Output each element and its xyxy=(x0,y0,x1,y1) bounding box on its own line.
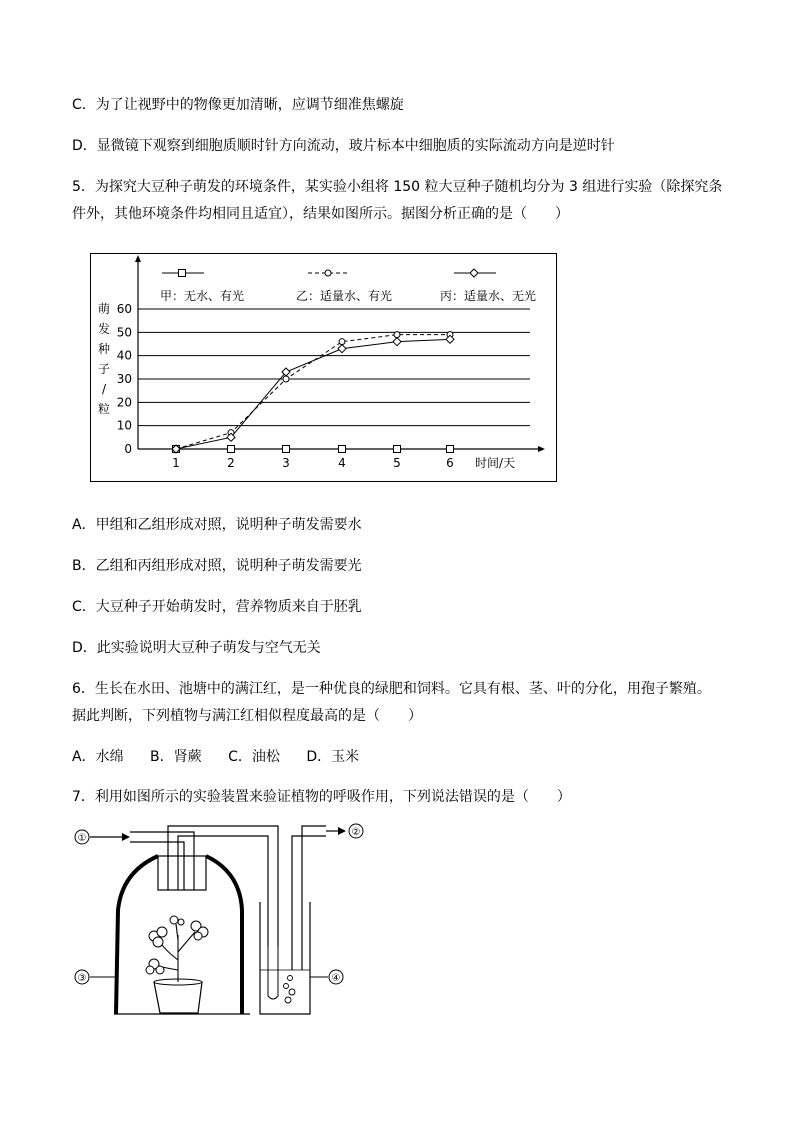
y-axis-label-char: 发 xyxy=(97,322,111,336)
y-tick-label: 30 xyxy=(116,372,132,386)
y-axis-label-char: 种 xyxy=(97,342,111,356)
jar-stopper xyxy=(158,856,206,890)
y-axis-label-char: 粒 xyxy=(97,402,111,416)
label-2: ② xyxy=(351,827,361,838)
label-3: ③ xyxy=(77,973,87,984)
chart-svg xyxy=(90,253,557,482)
q5-option-c: C．大豆种子开始萌发时，营养物质来自于胚乳 xyxy=(72,599,362,615)
q6-option-c: C．油松 xyxy=(228,749,280,765)
germination-chart xyxy=(90,253,557,482)
marker-square xyxy=(447,446,454,453)
q5-option-a: A．甲组和乙组形成对照，说明种子萌发需要水 xyxy=(72,517,362,533)
marker-square xyxy=(228,446,235,453)
label-1: ① xyxy=(77,833,87,844)
x-tick-label: 5 xyxy=(393,456,401,470)
y-tick-label: 50 xyxy=(116,325,132,340)
y-axis-label-char: 子 xyxy=(97,362,111,376)
legend-label: 乙：适量水、有光 xyxy=(296,289,393,303)
marker-square xyxy=(283,446,290,453)
q6-options xyxy=(72,747,381,767)
outlet2-tube-outer xyxy=(302,826,326,970)
legend-label: 丙：适量水、无光 xyxy=(440,289,537,303)
plant-pot xyxy=(154,982,202,1013)
y-tick-label: 60 xyxy=(116,302,132,316)
plant-leaves xyxy=(146,916,208,974)
q5-stem-line2: 件外，其他环境条件均相同且适宜），结果如图所示。据图分析正确的是（ ） xyxy=(72,206,569,222)
x-tick-label: 1 xyxy=(172,456,180,470)
inlet-arrowhead xyxy=(122,833,130,841)
x-axis-label: 时间/天 xyxy=(475,456,516,470)
marker-circle xyxy=(339,339,345,345)
q6-stem-line2: 据此判断，下列植物与满江红相似程度最高的是（ ） xyxy=(72,708,422,724)
marker-square xyxy=(179,270,186,277)
outlet-arrowhead xyxy=(338,827,346,835)
q5-option-b: B．乙组和丙组形成对照，说明种子萌发需要光 xyxy=(72,558,362,574)
apparatus-svg xyxy=(70,820,400,1025)
y-tick-label: 40 xyxy=(116,348,132,363)
q6-option-b: B．肾蕨 xyxy=(150,749,202,765)
q6-option-a: A．水绵 xyxy=(72,749,124,765)
x-tick-label: 6 xyxy=(446,456,454,470)
q6-stem-line1: 6．生长在水田、池塘中的满江红，是一种优良的绿肥和饲料。它具有根、茎、叶的分化，用孢子繁殖。 xyxy=(72,681,711,697)
marker-circle xyxy=(325,270,331,276)
q6-option-d: D．玉米 xyxy=(306,749,360,765)
x-tick-label: 4 xyxy=(338,456,346,470)
q7-stem: 7．利用如图所示的实验装置来验证植物的呼吸作用，下列说法错误的是（ ） xyxy=(72,789,571,805)
outlet-tube-inner xyxy=(178,836,268,946)
bubbles xyxy=(284,976,296,1004)
submerged-tube xyxy=(268,946,278,999)
label-4: ④ xyxy=(331,973,341,984)
marker-square xyxy=(339,446,346,453)
q5-stem-line1: 5．为探究大豆种子萌发的环境条件，某实验小组将 150 粒大豆种子随机均分为 3 组进行实验（除探究条 xyxy=(72,179,723,195)
y-axis-label-char: / xyxy=(101,382,107,396)
outlet2-tube-inner xyxy=(292,836,326,970)
respiration-apparatus-diagram xyxy=(70,820,400,1025)
x-tick-label: 3 xyxy=(282,456,290,470)
y-tick-label: 0 xyxy=(124,442,132,456)
bell-jar-right-wall xyxy=(206,856,242,1014)
marker-square xyxy=(394,446,401,453)
y-tick-label: 10 xyxy=(116,418,132,433)
q4-option-d: D．显微镜下观察到细胞质顺时针方向流动，玻片标本中细胞质的实际流动方向是逆时针 xyxy=(72,138,615,154)
x-tick-label: 2 xyxy=(227,456,235,470)
q5-option-d: D．此实验说明大豆种子萌发与空气无关 xyxy=(72,640,321,656)
y-axis-label-char: 萌 xyxy=(97,302,111,316)
legend-label: 甲：无水、有光 xyxy=(160,289,245,303)
q4-option-c: C．为了让视野中的物像更加清晰，应调节细准焦螺旋 xyxy=(72,97,404,113)
y-tick-label: 20 xyxy=(116,395,132,410)
marker-circle xyxy=(283,376,289,382)
marker-circle xyxy=(394,332,400,338)
